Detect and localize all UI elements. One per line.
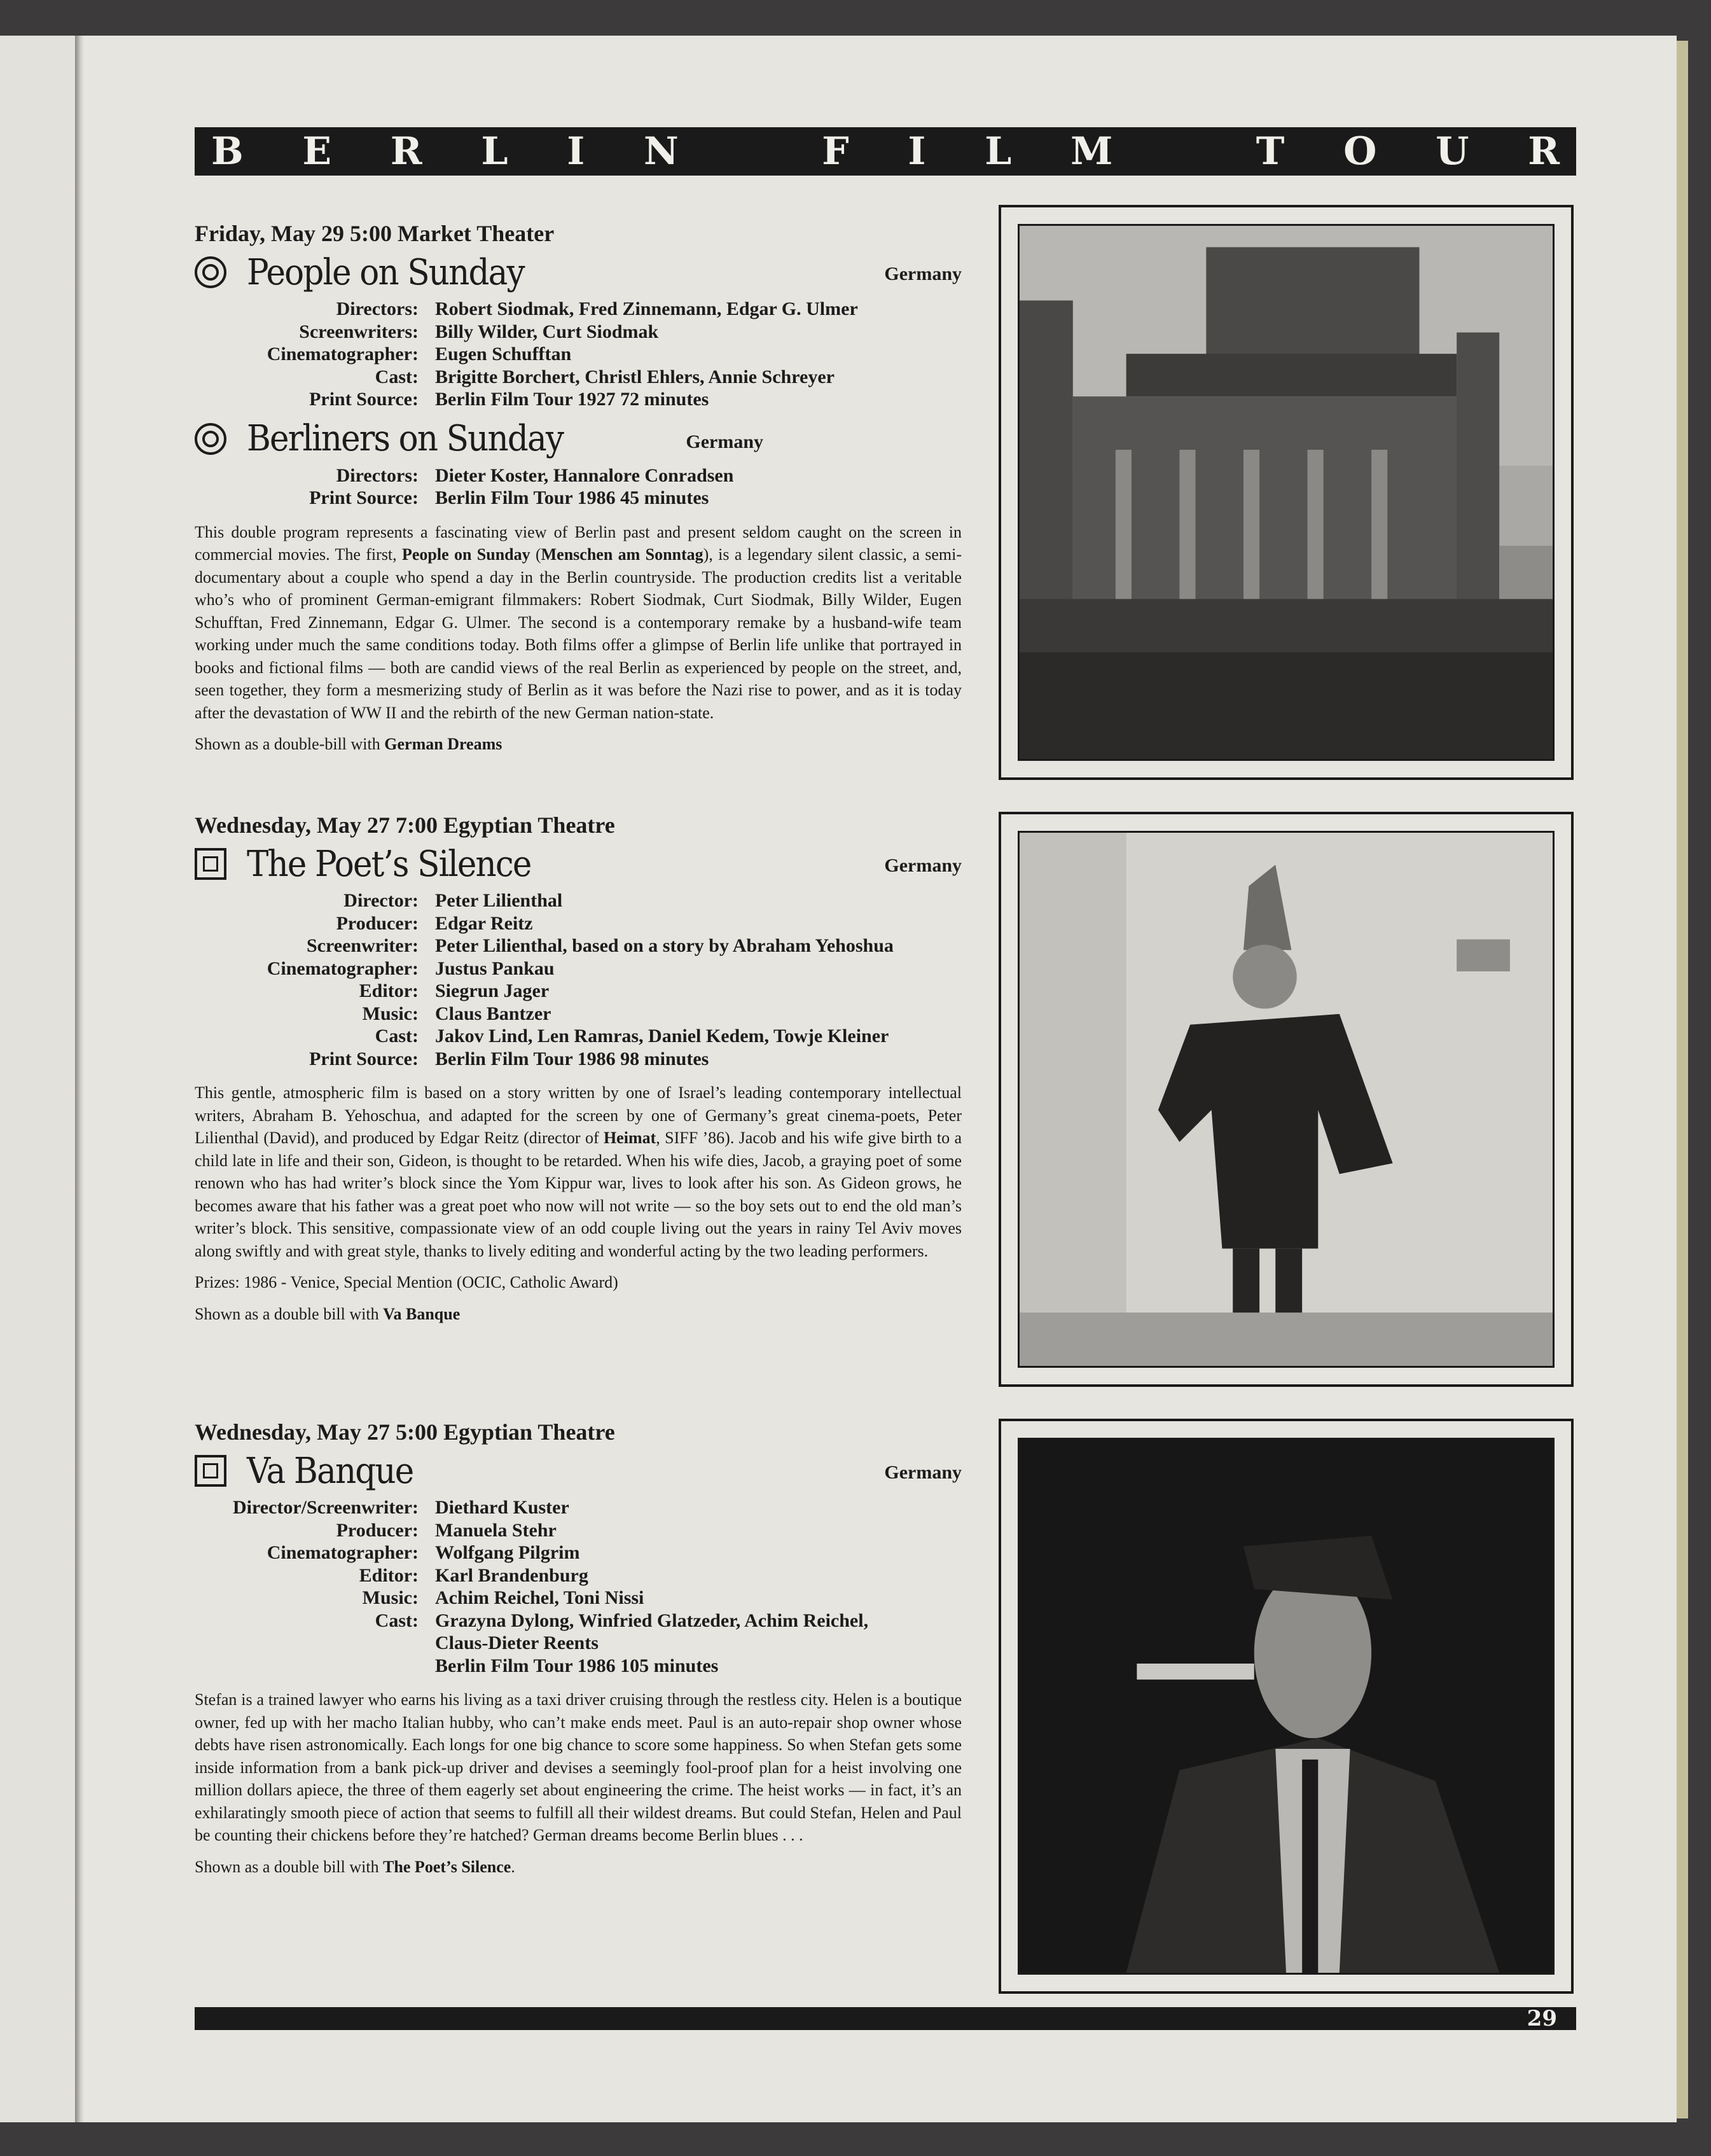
film-country: Germany (884, 1462, 962, 1483)
credit-label: Director: (343, 890, 419, 911)
credit-value: Justus Pankau (435, 957, 555, 979)
credit-value: Berlin Film Tour 1986 98 minutes (435, 1048, 709, 1069)
circle-icon (195, 423, 226, 455)
header-letter: I (908, 129, 926, 174)
film-country: Germany (686, 431, 763, 452)
credit-label: Producer: (336, 1519, 419, 1541)
screening-dateline: Wednesday, May 27 5:00 Egyptian Theatre (195, 1419, 615, 1445)
section-header (195, 127, 1576, 176)
credit-label: Cinematographer: (267, 957, 419, 979)
circle-icon (195, 256, 226, 288)
credit-value: Peter Lilienthal (435, 890, 563, 911)
note-text: Shown as a double bill with (195, 1857, 384, 1876)
film-description (195, 521, 962, 725)
description-text: Stefan is a trained lawyer who earns his living as a taxi driver cruising through the restless city. Helen is a boutique owner, fed up with her macho Italian hubby, who can’t make ends meet. Paul is an auto-repair shop owner whose debts have risen astronomically. Each longs for one big chance to score some happiness. So when Stefan gets some inside information from a bank pick-up driver and devises a seemingly fool-proof plan for a heist involving one million dollars apiece, the three of them eagerly set about engineering the crime. The heist works — in fact, it’s an exhilaratingly smooth piece of action that seems to fulfill all their wildest dreams. But could Stefan, Helen and Paul be counting their chickens before they’re hatched? German dreams become Berlin blues . . . (195, 1690, 962, 1844)
film-description (195, 1081, 962, 1262)
credit-label: Screenwriter: (306, 935, 419, 956)
credit-label: Print Source: (309, 487, 419, 508)
film-title: The Poet’s Silence (247, 843, 531, 885)
credit-label: Cinematographer: (267, 344, 419, 365)
credit-value: Edgar Reitz (435, 912, 533, 934)
credit-value: Claus Bantzer (435, 1003, 551, 1024)
film-title: People on Sunday (247, 251, 524, 293)
credit-value: Eugen Schufftan (435, 344, 572, 365)
boy-in-paper-hat-photo (1018, 831, 1555, 1368)
credit-value: Karl Brandenburg (435, 1564, 588, 1586)
credit-label: Print Source: (309, 389, 419, 410)
square-icon (195, 848, 226, 880)
credit-value: Berlin Film Tour 1986 105 minutes (435, 1655, 719, 1676)
header-letter: I (567, 129, 585, 174)
film-description (195, 1688, 962, 1847)
header-letter: O (1343, 129, 1377, 174)
credit-label: Producer: (336, 912, 419, 934)
square-icon (195, 1455, 226, 1487)
header-letter: N (643, 129, 679, 174)
credit-value: Peter Lilienthal, based on a story by Abraham Yehoshua (435, 935, 894, 956)
film-country: Germany (884, 855, 962, 876)
credit-value: Berlin Film Tour 1986 45 minutes (435, 487, 709, 508)
credit-value: Brigitte Borchert, Christl Ehlers, Annie Schreyer (435, 366, 835, 387)
screening-dateline: Friday, May 29 5:00 Market Theater (195, 221, 555, 246)
double-bill-note (195, 1856, 962, 1879)
header-letter: T (1256, 129, 1285, 174)
credit-value: Grazyna Dylong, Winfried Glatzeder, Achim Reichel, (435, 1610, 869, 1631)
man-with-cigarette-photo (1018, 1438, 1555, 1975)
credit-label: Cinematographer: (267, 1542, 419, 1563)
credit-value: Achim Reichel, Toni Nissi (435, 1587, 644, 1608)
double-bill-note (195, 1303, 962, 1326)
header-letter: R (1528, 129, 1560, 174)
double-bill-note (195, 733, 962, 756)
note-title: Va Banque (383, 1304, 461, 1323)
credit-value: Berlin Film Tour 1927 72 minutes (435, 389, 709, 410)
film-entry-va-banque (195, 1416, 962, 1878)
film-title: Berliners on Sunday (247, 418, 564, 459)
credit-label: Music: (362, 1003, 419, 1024)
film-title: Va Banque (247, 1450, 413, 1492)
header-letter: B (211, 129, 244, 174)
description-text: ( (530, 545, 541, 564)
description-text: ), is a legendary silent classic, a semi-documentary about a couple who spend a day in the Berlin countryside. The production credits list a veritable who’s who of prominent German-emigrant filmmakers: Robert Siodmak, Curt Siodmak, Billy Wilder, Eugen Schufftan, Fred Zinnemann, Edgar G. Ulmer. The second is a contemporary remake by a husband-wife team working under much the same conditions today. Both films offer a glimpse of Berlin life unlike that portrayed in books and fictional films — both are candid views of the real Berlin as experienced by people on the street, and, seen together, they form a mesmerizing study of Berlin as it was before the Nazi rise to power, and as it is today after the devastation of WW II and the rebirth of the new German nation-state. (195, 545, 962, 722)
note-text: . (511, 1857, 515, 1876)
film-country: Germany (884, 263, 962, 284)
credit-label: Director/Screenwriter: (232, 1497, 419, 1518)
credit-value: Billy Wilder, Curt Siodmak (435, 321, 659, 342)
header-letter: M (1070, 129, 1113, 174)
description-title: Heimat (603, 1129, 656, 1147)
description-title: People on Sunday (402, 545, 530, 564)
credit-value: Claus-Dieter Reents (435, 1632, 599, 1653)
credit-value: Diethard Kuster (435, 1497, 569, 1518)
page-stack-edge (1677, 41, 1688, 2118)
screening-dateline: Wednesday, May 27 7:00 Egyptian Theatre (195, 812, 615, 838)
reichstag-photo (1018, 224, 1555, 761)
footer-bar (195, 2007, 1576, 2030)
note-title: German Dreams (384, 735, 502, 753)
reichstag-photo-frame (999, 205, 1574, 780)
credit-label: Print Source: (309, 1048, 419, 1069)
page-number: 29 (1527, 2006, 1557, 2031)
credit-label: Cast: (375, 366, 419, 387)
description-text: , SIFF ’86). Jacob and his wife give birth to a child late in life and their son, Gideon, is thought to be retarded. When his wife dies, Jacob, a graying poet of some renown who has had writer’s block since the Yom Kippur war, lives to look after his son. As Gideon grows, he becomes aware that his father was a great poet who now will not write — so the boy sets out to end the old man’s writer’s block. This sensitive, compassionate view of an odd couple living out the years in rainy Tel Aviv moves along swiftly and with great style, thanks to lively editing and wonderful acting by the two leading performers. (195, 1129, 962, 1260)
man-with-cigarette-photo-frame (999, 1419, 1574, 1994)
film-entry-poets-silence (195, 809, 962, 1325)
credit-label: Directors: (336, 464, 419, 486)
header-letter: E (302, 129, 332, 174)
credit-label (195, 1632, 419, 1655)
credit-value: Dieter Koster, Hannalore Conradsen (435, 464, 734, 486)
credit-label: Editor: (359, 1564, 419, 1586)
note-text: Shown as a double bill with (195, 1304, 384, 1323)
book-gutter (75, 36, 84, 2122)
credits-list (195, 464, 962, 510)
credit-label: Editor: (359, 980, 419, 1001)
credits-list (195, 889, 962, 1070)
credit-label: Cast: (375, 1610, 419, 1631)
credit-value: Siegrun Jager (435, 980, 550, 1001)
credit-label: Screenwriters: (299, 321, 419, 342)
credit-value: Robert Siodmak, Fred Zinnemann, Edgar G. Ulmer (435, 298, 858, 319)
credits-list (195, 298, 962, 411)
description-title: Menschen am Sonntag (541, 545, 703, 564)
credits-list (195, 1496, 962, 1677)
credit-label: Directors: (336, 298, 419, 319)
boy-in-paper-hat-photo-frame (999, 812, 1574, 1387)
note-text: Shown as a double-bill with (195, 735, 385, 753)
header-letter: L (481, 129, 508, 174)
credit-label: Cast: (375, 1026, 419, 1047)
credit-value: Jakov Lind, Len Ramras, Daniel Kedem, Towje Kleiner (435, 1026, 889, 1047)
header-letter: F (822, 129, 849, 174)
credit-label (195, 1655, 419, 1678)
header-letter: L (985, 129, 1012, 174)
credit-label: Music: (362, 1587, 419, 1608)
note-title: The Poet’s Silence (383, 1857, 511, 1876)
header-letter: R (390, 129, 422, 174)
description-text: This gentle, atmospheric film is based on a story written by one of Israel’s leading contemporary intellectual writers, Abraham B. Yehoschua, and adapted for the screen by one of Germany’s great cinema-poets, Peter Lilienthal (David), and produced by Edgar Reitz (director of (195, 1083, 962, 1147)
header-letter: U (1436, 129, 1469, 174)
credit-value: Manuela Stehr (435, 1519, 557, 1541)
left-page-edge (0, 36, 75, 2122)
film-entry-people-on-sunday (195, 218, 962, 756)
prizes-note: Prizes: 1986 - Venice, Special Mention (OCIC, Catholic Award) (195, 1273, 618, 1291)
description-text: This double program represents a fascinating view of Berlin past and present seldom caught on the screen in commercial movies. The first, (195, 522, 962, 564)
credit-value: Wolfgang Pilgrim (435, 1542, 580, 1563)
